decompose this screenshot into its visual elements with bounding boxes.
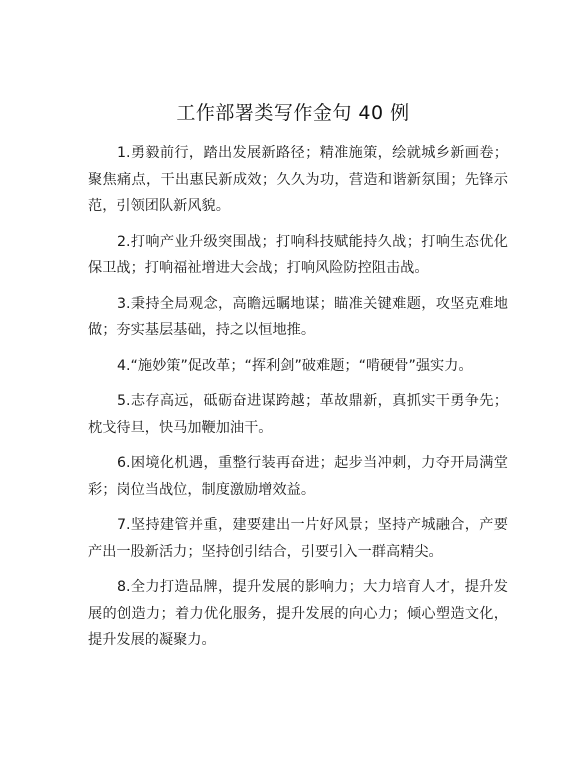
sentence-item-6: 6.困境化机遇，重整行装再奋进；起步当冲刺，力夺开局满堂彩；岗位当战位，制度激励增效益。 xyxy=(88,455,508,498)
sentence-item-2: 2.打响产业升级突围战；打响科技赋能持久战；打响生态优化保卫战；打响福祉增进大会战；打响风险防控阻击战。 xyxy=(88,233,508,276)
sentence-item-3: 3.秉持全局观念，高瞻远瞩地谋；瞄准关键难题，攻坚克难地做；夯实基层基础，持之以恒地推。 xyxy=(88,295,508,338)
sentence-list xyxy=(88,140,508,663)
sentence-item-1: 1.勇毅前行，踏出发展新路径；精准施策，绘就城乡新画卷；聚焦痛点，干出惠民新成效；久久为功，营造和谐新氛围；先锋示范，引领团队新风貌。 xyxy=(88,145,508,214)
sentence-item-5: 5.志存高远，砥砺奋进谋跨越；革故鼎新，真抓实干勇争先；枕戈待旦，快马加鞭加油干。 xyxy=(88,393,508,436)
sentence-item-8: 8.全力打造品牌，提升发展的影响力；大力培育人才，提升发展的创造力；着力优化服务，提升发展的向心力；倾心塑造文化，提升发展的凝聚力。 xyxy=(88,579,508,648)
sentence-item-7: 7.坚持建管并重，建要建出一片好风景；坚持产城融合，产要产出一股新活力；坚持创引结合，引要引入一群高精尖。 xyxy=(88,517,508,560)
sentence-item-4: 4.“施妙策”促改革；“挥利剑”破难题；“啃硬骨”强实力。 xyxy=(117,357,473,374)
document-title: 工作部署类写作金句 40 例 xyxy=(176,102,410,124)
